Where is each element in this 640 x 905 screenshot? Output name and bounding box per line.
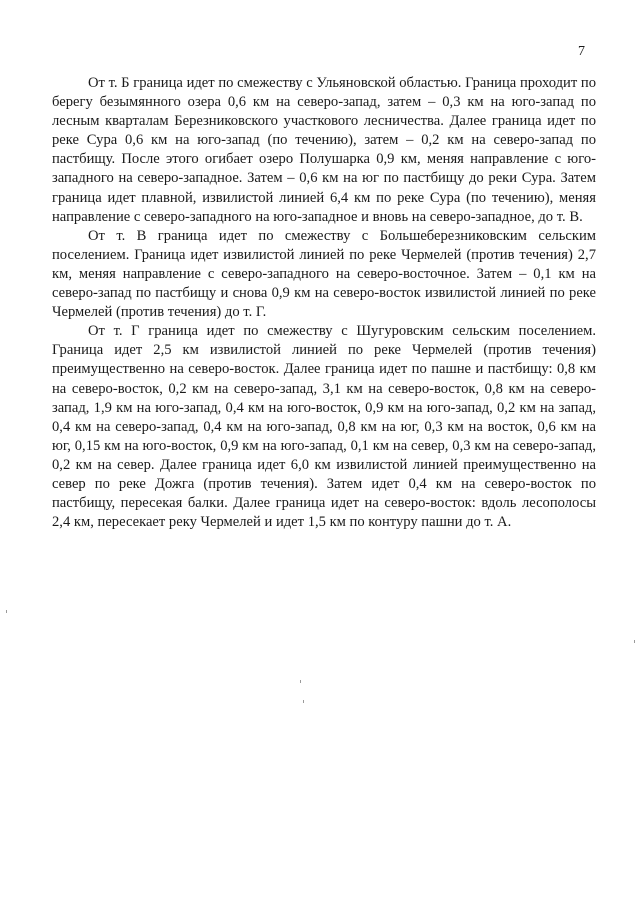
scan-speck <box>634 640 635 643</box>
paragraph-border-v-to-g: От т. В граница идет по смежеству с Большеберезниковским сельским поселением. Граница идет извилистой линией по реке Чермелей (против течения) 2,7 км, меняя направление с северо-западного на северо-восточное. Затем – 0,1 км на северо-запад по пастбищу и снова 0,9 км на северо-восток извилистой линией по реке Чермелей (против течения) до т. Г. <box>52 227 596 321</box>
paragraph-border-g-to-a: От т. Г граница идет по смежеству с Шугуровским сельским поселением. Граница идет 2,5 км извилистой линией по реке Чермелей (против течения) преимущественно на северо-восток. Далее граница идет по пашне и пастбищу: 0,8 км на северо-восток, 0,2 км на северо-запад, 3,1 км на северо-восток, 0,8 км на северо-запад, 1,9 км на юго-запад, 0,4 км на юго-восток, 0,9 км на юго-запад, 0,2 км на запад, 0,4 км на северо-запад, 0,4 км на юго-запад, 0,8 км на юг, 0,3 км на восток, 0,6 км на юг, 0,15 км на юго-восток, 0,9 км на юго-запад, 0,1 км на север, 0,3 км на северо-запад, 0,2 км на север. Далее граница идет 6,0 км извилистой линией преимущественно на север по реке Дожга (против течения). Затем идет 0,4 км на северо-восток по пастбищу, пересекая балки. Далее граница идет на северо-восток: вдоль лесополосы 2,4 км, пересекает реку Чермелей и идет 1,5 км по контуру пашни до т. А. <box>52 323 596 531</box>
paragraph-border-b-to-v: От т. Б граница идет по смежеству с Ульяновской областью. Граница проходит по берегу безымянного озера 0,6 км на северо-запад, затем – 0,3 км на юго-запад по лесным кварталам Березниковского участкового лесничества. Далее граница идет по реке Сура 0,6 км на юго-запад (по течению), затем – 0,2 км на северо-запад по пастбищу. После этого огибает озеро Полушарка 0,9 км, меняя направление с юго-западного на северо-западное. Затем – 0,6 км на юг по пастбищу до реки Сура. Затем граница идет плавной, извилистой линией 6,4 км по реке Сура (по течению), меняя направление с северо-западного на юго-западное и вновь на северо-западное, до т. В. <box>52 75 596 225</box>
document-body <box>52 74 596 532</box>
scan-speck <box>300 680 301 683</box>
scan-speck <box>303 700 304 703</box>
scan-speck <box>6 610 7 613</box>
page-number: 7 <box>578 44 585 59</box>
